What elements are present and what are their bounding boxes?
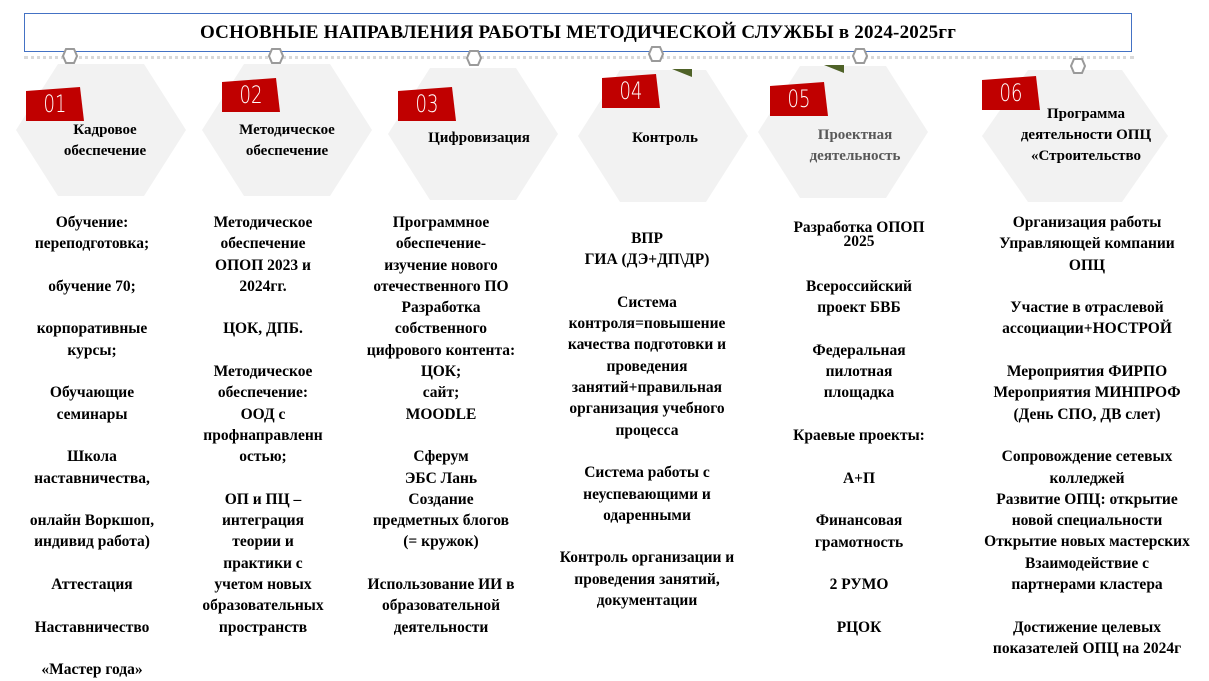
direction-5-list: Всероссийский проект БВБ Федеральная пилотная площадка Краевые проекты: А+П Финансовая грамотность 2 РУМО РЦОК bbox=[793, 278, 925, 636]
heading-3: Цифровизация bbox=[428, 130, 530, 146]
direction-2-list: Методическое обеспечение ОПОП 2023 и 2024гг. ЦОК, ДПБ. Методическое обеспечение: ООД с профнаправленн остью; ОП и ПЦ – интеграция теории и практики с учетом новых образовательных пространств bbox=[202, 214, 324, 636]
badge-4 bbox=[602, 74, 660, 108]
direction-4-list: ВПР ГИА (ДЭ+ДП\ДР) Система контроля=повышение качества подготовки и проведения занятий+правильная организация учебного процесса Система работы с неуспевающими и одаренными Контроль организации и проведения занятий, документации bbox=[559, 230, 735, 610]
badge-number: 01 bbox=[43, 90, 67, 118]
heading-2: Методическое обеспечение bbox=[239, 122, 335, 159]
heading-6: Программа деятельности ОПЦ «Строительство bbox=[1020, 106, 1152, 164]
corner-accent bbox=[824, 64, 844, 82]
dotted-divider bbox=[24, 56, 1134, 59]
bolt-icon bbox=[62, 48, 78, 64]
heading-5: Проектная деятельность bbox=[809, 127, 901, 164]
badge-5 bbox=[770, 82, 828, 116]
badge-number: 03 bbox=[415, 90, 439, 118]
badge-number: 02 bbox=[239, 81, 263, 109]
badge-number: 05 bbox=[787, 85, 811, 113]
page-title: ОСНОВНЫЕ НАПРАВЛЕНИЯ РАБОТЫ МЕТОДИЧЕСКОЙ СЛУЖБЫ в 2024-2025гг bbox=[24, 13, 1132, 52]
direction-1-list: Обучение: переподготовка; обучение 70; корпоративные курсы; Обучающие семинары Школа наставничества, онлайн Воркшоп, индивид работа) Аттестация Наставничество «Мастер года» bbox=[29, 214, 155, 679]
heading-1: Кадровое обеспечение bbox=[63, 122, 147, 159]
direction-3-list: Программное обеспечение- изучение нового отечественного ПО Разработка собственного цифрового контента: ЦОК; сайт; MOODLE Сферум ЭБС Лань Создание предметных блогов (= кружок) Использование ИИ в образовательной деятельности bbox=[366, 214, 516, 636]
direction-6-list: Организация работы Управляющей компании ОПЦ Участие в отраслевой ассоциации+НОСТРОЙ Мероприятия ФИРПО Мероприятия МИНПРОФ (День СПО, ДВ слет) Сопровождение сетевых колледжей Развитие ОПЦ: открытие новой специальности Открытие новых мастерских Взаимодействие с партнерами кластера Достижение целевых показателей ОПЦ на 2024г bbox=[984, 214, 1190, 657]
badge-number: 06 bbox=[999, 79, 1023, 107]
corner-accent bbox=[672, 68, 692, 86]
badge-2 bbox=[222, 78, 280, 112]
heading-4: Контроль bbox=[632, 130, 698, 146]
bolt-icon bbox=[852, 48, 868, 64]
bolt-icon bbox=[268, 48, 284, 64]
direction-5-top: Разработка ОПОП 2025 bbox=[793, 219, 925, 250]
bolt-icon bbox=[648, 46, 664, 62]
badge-1 bbox=[26, 87, 84, 121]
badge-number: 04 bbox=[619, 77, 643, 105]
bolt-icon bbox=[1070, 58, 1086, 74]
bolt-icon bbox=[466, 50, 482, 66]
badge-3 bbox=[398, 87, 456, 121]
